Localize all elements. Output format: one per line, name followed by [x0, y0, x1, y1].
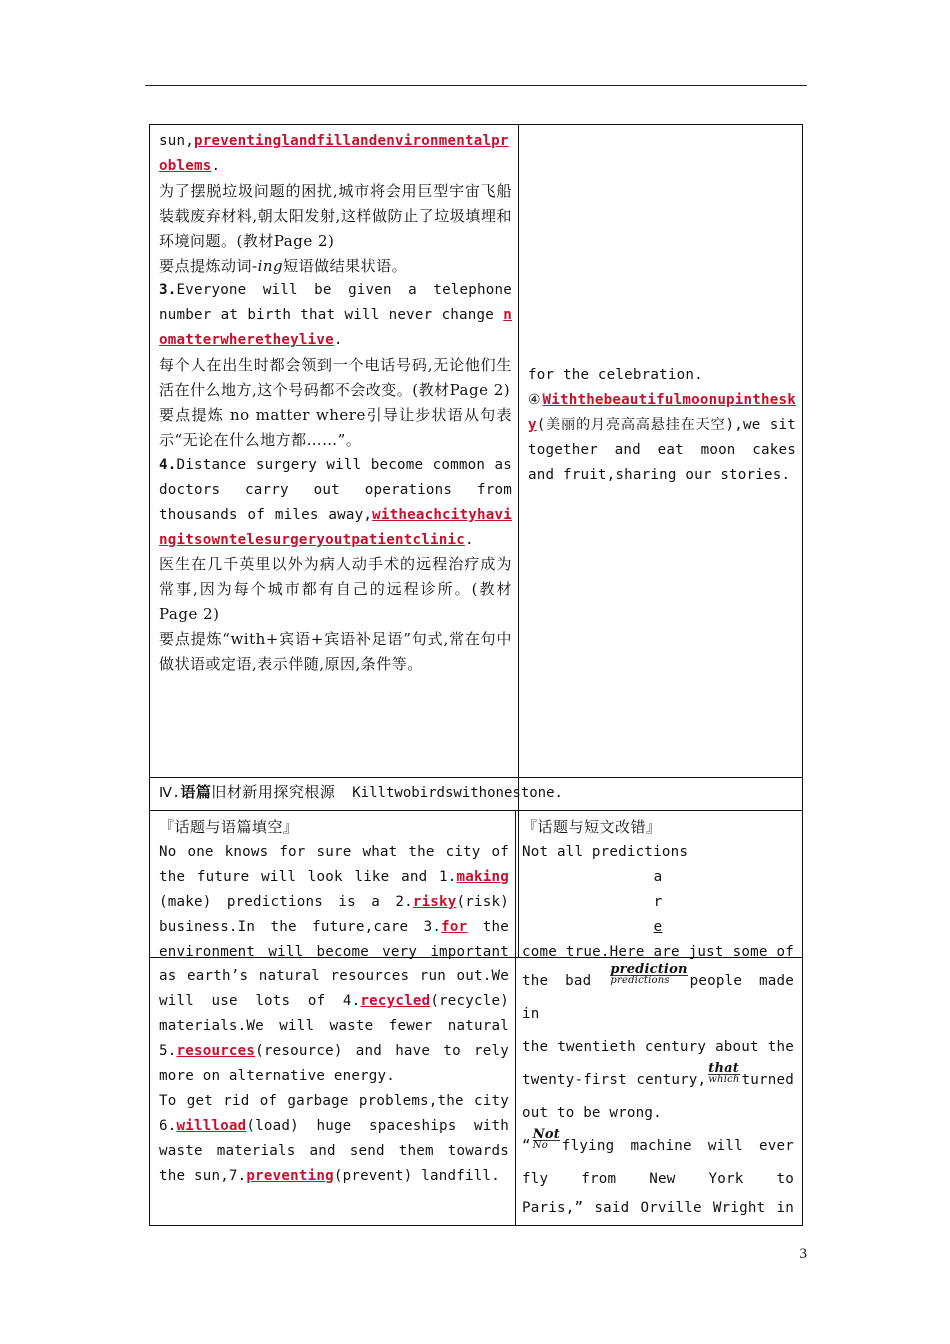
sentence-4 — [159, 453, 512, 553]
blank-7: preventing — [246, 1167, 334, 1184]
header-title: 旧材新用探究根源 — [211, 783, 336, 801]
fill-in-passage — [159, 840, 509, 1089]
circle-number: ④ — [528, 391, 543, 408]
text: Everyone will be given a telephone number at birth that will never change — [159, 282, 512, 324]
header-bold: 语篇 — [180, 783, 212, 801]
translation-3: 每个人在出生时都会领到一个电话号码,无论他们生活在什么地方,这个号码都不会改变。(教材Page 2) — [159, 356, 512, 400]
text: people made in — [522, 972, 794, 1022]
text: 短语做结果状语。 — [283, 256, 408, 275]
answer-writing: Withthebeautifulmoonupinthesky — [528, 391, 796, 433]
note-4: 要点提炼“with+宾语+宾语补足语”句式,常在句中做状语或定语,表示伴随,原因,条件等。 — [159, 630, 512, 674]
fill-in-cell — [150, 811, 516, 1226]
correction-mark-3 — [532, 1126, 560, 1151]
correction-vertical-r: r — [653, 893, 663, 910]
correction-line-1: Not all predictions — [522, 843, 689, 860]
answer-2: preventinglandfillandenvironmentalproblems — [159, 133, 509, 174]
correction-mark-2 — [708, 1060, 740, 1085]
translation-2: 为了摆脱垃圾问题的困扰,城市将会用巨型宇宙飞船装载废弃材料,朝太阳发射,这样做防止了垃圾填埋和环境问题。(教材Page 2) — [159, 181, 512, 250]
corrected-word: that — [708, 1060, 739, 1076]
page-number: 3 — [799, 1246, 807, 1262]
original-word: predictions — [610, 974, 670, 986]
answer-4: witheachcityhavingitsowntelesurgeryoutpatientclinic — [159, 506, 512, 548]
answer-3: nomatterwheretheylive — [159, 307, 512, 349]
text: sun, — [159, 133, 194, 149]
text: (recycle) materials.We will waste fewer natural 5. — [159, 993, 509, 1060]
fill-in-passage-2 — [159, 1089, 509, 1189]
correction-mark-1 — [610, 961, 688, 986]
text: To get rid of garbage problems,the city 6. — [159, 1092, 509, 1134]
header-rule — [145, 85, 807, 86]
note-2 — [159, 254, 512, 279]
correction-line-8: fly from New York to — [522, 1170, 794, 1187]
text: (prevent) landfill. — [333, 1167, 500, 1184]
writing-line-1: for the celebration. — [528, 367, 703, 383]
text: “ — [522, 1137, 531, 1154]
correction-line-6: out to be wrong. — [522, 1104, 662, 1121]
correction-line-2: come true.Here are just some of — [522, 943, 794, 960]
text: (risk) business.In the future,care 3. — [159, 893, 509, 935]
text: the bad — [522, 972, 592, 989]
text: twenty-first century, — [522, 1071, 707, 1088]
sentence-2-tail — [159, 129, 512, 179]
text: . — [211, 157, 221, 174]
correction-title: 『话题与短文改错』 — [522, 818, 662, 836]
header-idiom: Killtwobirdswithonestone. — [352, 785, 563, 801]
error-correction-cell — [516, 811, 803, 1226]
translation-4: 医生在几千英里以外为病人动手术的远程治疗成为常事,因为每个城市都有自己的远程诊所。(教材Page 2) — [159, 555, 512, 624]
text: (美丽的月亮高高悬挂在天空),we sit together and eat moon cakes and fruit,sharing our stories. — [528, 416, 796, 483]
section-table-discourse — [149, 777, 803, 1226]
correction-line-4: the twentieth century about the — [522, 1038, 794, 1055]
corrected-word: prediction — [610, 961, 688, 977]
text: the environment will become very important as earth’s natural resources run out.We will use lots of 4. — [159, 918, 510, 1010]
section-header — [150, 778, 803, 811]
number: 3. — [159, 282, 177, 299]
correction-line-3 — [522, 961, 794, 1031]
blank-6: willload — [176, 1117, 247, 1134]
original-word: which — [708, 1073, 740, 1085]
writing-sentence — [528, 388, 796, 488]
blank-2: risky — [412, 893, 457, 910]
fill-in-title: 『话题与语篇填空』 — [159, 818, 299, 836]
correction-vertical-e — [522, 915, 794, 940]
text: e — [653, 918, 663, 935]
blank-4: recycled — [360, 993, 431, 1010]
roman-numeral: Ⅳ. — [159, 785, 181, 801]
text: turned — [741, 1071, 794, 1088]
text: 要点提炼动词- — [159, 256, 258, 275]
text: . — [464, 531, 474, 548]
text: (resource) and have to rely more on alternative energy. — [159, 1043, 509, 1085]
note-3: 要点提炼 no matter where引导让步状语从句表示“无论在什么地方都……”。 — [159, 405, 512, 449]
text: No one knows for sure what the city of the future will look like and 1. — [159, 843, 509, 885]
text: Distance surgery will become common as doctors carry out operations from thousands of miles away, — [159, 456, 512, 523]
number: 4. — [159, 456, 177, 473]
correction-vertical-a: a — [653, 868, 663, 885]
text: ing — [257, 256, 284, 275]
blank-3: for — [441, 918, 468, 935]
text: (make) predictions is a 2. — [159, 893, 413, 910]
text: . — [333, 332, 343, 349]
correction-line-9: Paris,” said Orville Wright in — [522, 1199, 794, 1216]
original-word: No — [532, 1139, 548, 1151]
blank-5: resources — [176, 1043, 256, 1060]
blank-1: making — [456, 868, 509, 885]
corrected-word: Not — [532, 1126, 560, 1142]
correction-line-7 — [522, 1126, 794, 1163]
correction-line-5 — [522, 1060, 794, 1097]
sentence-3 — [159, 278, 512, 353]
text: flying machine will ever — [561, 1137, 794, 1154]
text: (load) huge spaceships with waste materials and send them towards the sun,7. — [159, 1117, 509, 1184]
